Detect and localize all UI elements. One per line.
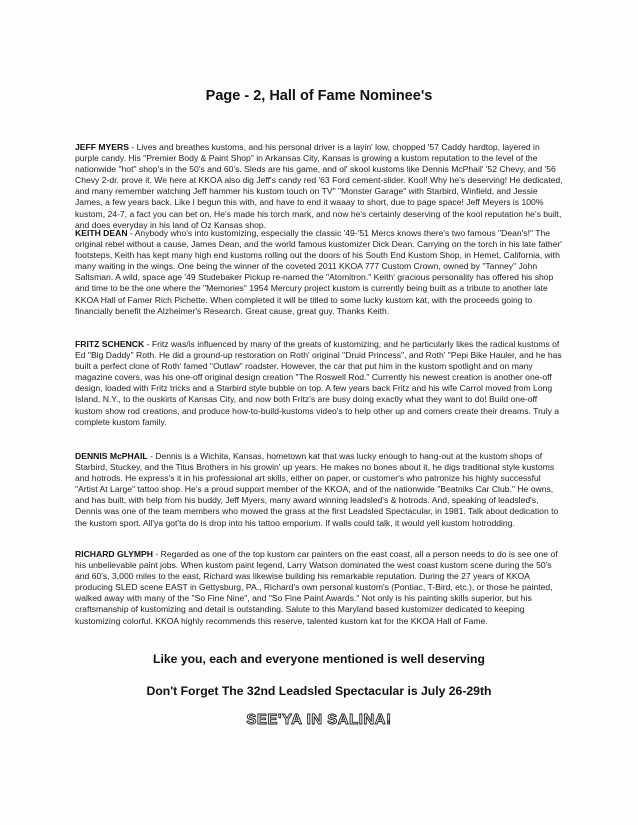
nominee-name: KEITH DEAN (75, 228, 128, 238)
nominee-name: FRITZ SCHENCK (75, 339, 145, 349)
nominee-description: - Fritz was/is influenced by many of the greats of kustomizing, and he particularly likes the radical kustoms of Ed "Big Daddy" Roth. He did a ground-up restoration on Roth' original "Druid Princess", and Roth' "Pepi Bike Hauler, and he has built a perfect clone of Roth' famed "Outlaw" roadster. However, the car that put him in the kustom spotlight and on many magazine covers, was his one-off original design creation "The Roswell Rod." Currently his newest creation is another one-off design, loaded with Fritz tricks and a Starbird style bubble on top. A few years back Fritz and his wife Carrol moved from Long Island, N.Y., to the ouskirts of Kansas City, and now both Fritz's are busy doing exactly what they want to do! Build one-off kustom show rod creations, and produce how-to-build-kustoms video's to help other up and comers create their dreams. Truly a complete kustom family. (75, 339, 562, 427)
nominee-description: - Lives and breathes kustoms, and his personal driver is a layin' low, chopped '57 Caddy hardtop, layered in purple candy. His "Premier Body & Paint Shop" in Arkansas City, Kansas is growing a kustom reputation to the level of the nationwide "hot" shop's in the 50's and 60's. Sleds are his game, and ol' skool kustoms like Dennis McPhail' '52 Chevy, and '56 Chevy 2-dr. prove it. We here at KKOA also dig Jeff's candy red '63 Ford cement-slider. Kool! Why he's deserving! He dedicated, and many remember watching Jeff hammer his kustom touch on TV" "Monster Garage" with Starbird, Winfield, and Jessie James, a few years back. Like I begun this with, and have to end it waaay to short, due to page space! Jeff Meyers is 100% kustom, 24-7, a fact you can bet on. He's made his torch mark, and now he's certainly deserving of the kool reputation he's built, and does everyday in his land of Oz Kansas shop. (75, 142, 563, 230)
closing-line-event-date: Don't Forget The 32nd Leadsled Spectacular is July 26-29th (146, 684, 492, 698)
closing-line-deserving: Like you, each and everyone mentioned is well deserving (153, 652, 485, 666)
nominee-entry-richard-glymph (75, 549, 565, 627)
nominee-entry-fritz-schenck (75, 339, 565, 428)
nominee-name: JEFF MYERS (75, 142, 129, 152)
nominee-description: - Regarded as one of the top kustom car painters on the east coast, all a person needs to do is see one of his unbelievable paint jobs. When kustom paint legend, Larry Watson dominated the west coast kustom scene during the 50's and 60's, 3,000 miles to the east, Richard was likewise building his remarkable reputation. During the 27 years of KKOA producing SLED scene EAST in Gettysburg, PA., Richard's own personal kustom's (Pontiac, T-Bird, etc.), or those he painted, walked away with many of the "So Fine Nine", and "So Fine Paint Awards." Not only is his painting skills superior, but his craftsmanship of kustomizing and detail is outstanding. Salute to this Maryland based kustomizer dedicated to keeping kustomizing colorful. KKOA highly recommends this reserve, talented kustom kat for the KKOA Hall of Fame. (75, 549, 558, 626)
page-title: Page - 2, Hall of Fame Nominee's (205, 88, 433, 104)
nominee-description: - Anybody who's into kustomizing, especially the classic '49-'51 Mercs knows there's two famous "Dean's!" The original rebel without a cause, James Dean, and the world famous kustomizer Dick Dean. Carrying on the torch in his late father' footsteps, Keith has kept many high end kustoms rolling out the doors of his South End Kustom Shop, in Hemet, California, with many waiting in the wings. One being the winner of the coveted 2011 KKOA 777 Custom Crown, owned by "Tanney" John Saltsman. A wild, space age '49 Studebaker Pickup re-named the "Atomitron." Keith' gracious personality has offered his shop and time to be the one where the "Memories" 1954 Mercury project kustom is currently being built as a tribute to another late KKOA Hall of Famer Rich Pichette. When completed it will be titled to some lucky kustom kat, with the proceeds going to financially benefit the Alzheimer's Research. Great cause, great guy. Thanks Keith. (75, 228, 562, 316)
nominee-entry-jeff-myers (75, 142, 565, 231)
nominee-name: DENNIS McPHAIL (75, 451, 148, 461)
nominee-name: RICHARD GLYMPH (75, 549, 153, 559)
nominee-description: - Dennis is a Wichita, Kansas, hometown kat that was lucky enough to hang-out at the kustom shops of Starbird, Stuckey, and the Titus Brothers in his growin' up years. He makes no bones about it, he digs traditional style kustoms and hotrods. He express's it in his professional art skills, either on paper, or customer's who patronize his highly successful "Artist At Large" tattoo shop. He's a proud support member of the KKOA, and of the nationwide "Beatniks Car Club." He owns, and has built, with help from his buddy, Jeff Myers, many award winning leadsled's & hotrods. And, speaking of leadsled's, Dennis was one of the team members who mowed the grass at the first Leadsled Spectacular, in 1981. Talk about dedication to the kustom sport. All'ya got'ta do is drop into his tattoo emporium. If walls could talk, it would yell kustom hotrodding. (75, 451, 559, 528)
signoff-text: SEE'YA IN SALINA! (246, 711, 392, 728)
nominee-entry-dennis-mcphail (75, 451, 565, 529)
nominee-entry-keith-dean (75, 228, 565, 317)
